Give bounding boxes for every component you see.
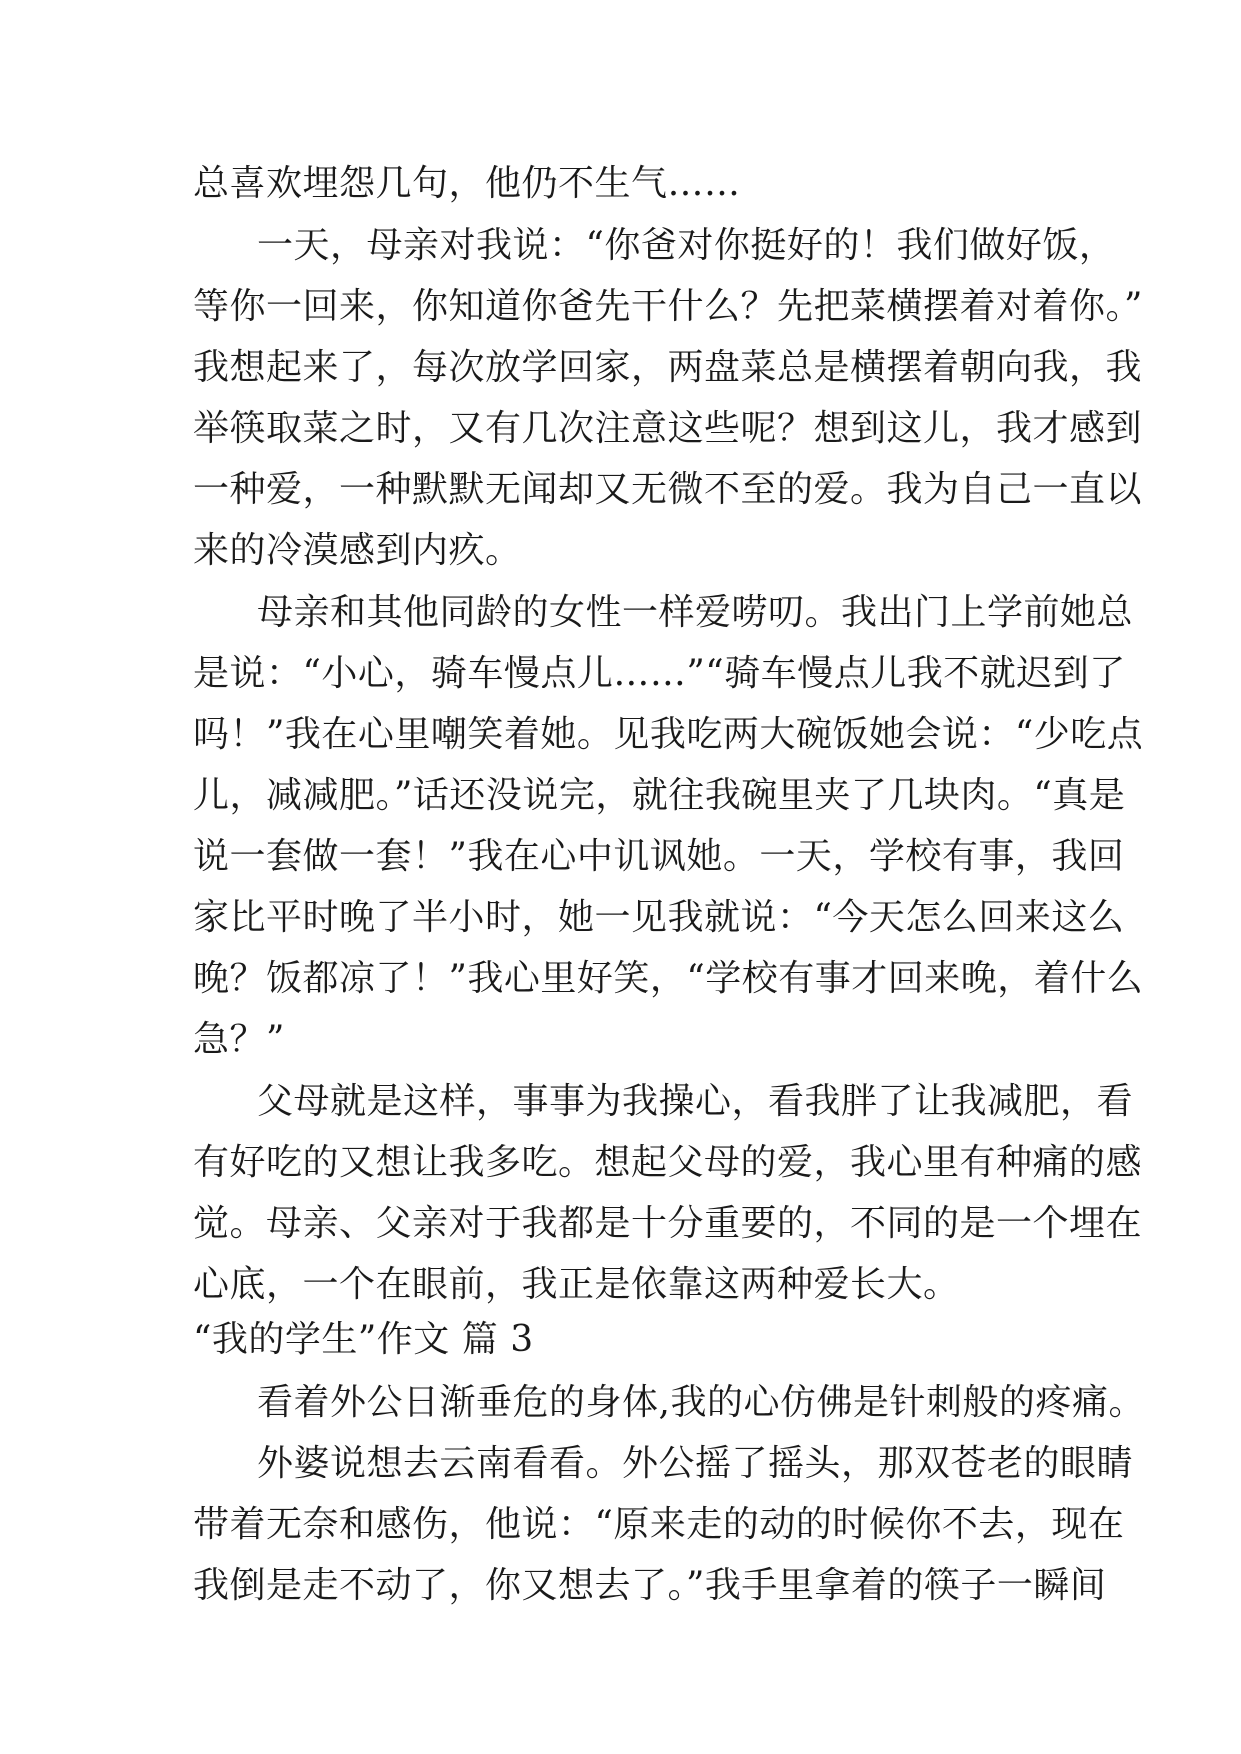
paragraph-line: 看着外公日渐垂危的身体,我的心仿佛是针刺般的疼痛。 [257,1382,1145,1423]
paragraph-line: 外婆说想去云南看看。外公摇了摇头，那双苍老的眼睛 [257,1443,1134,1484]
paragraph-line: 一天，母亲对我说：“你爸对你挺好的！我们做好饭， [257,225,1116,266]
paragraph-line: 心底，一个在眼前，我正是依靠这两种爱长大。 [193,1264,960,1305]
paragraph-line: 总喜欢埋怨几句，他仍不生气…… [193,163,741,204]
paragraph-line: 家比平时晚了半小时，她一见我就说：“今天怎么回来这么 [193,897,1125,938]
paragraph-line: 有好吃的又想让我多吃。想起父母的爱，我心里有种痛的感 [193,1142,1143,1183]
paragraph-line: 说一套做一套！”我在心中讥讽她。一天，学校有事，我回 [193,836,1125,877]
paragraph-line: 等你一回来，你知道你爸先干什么？先把菜横摆着对着你。” [193,286,1143,327]
paragraph-line: 晚？饭都凉了！”我心里好笑，“学校有事才回来晚，着什么 [193,958,1144,999]
paragraph-line: 举筷取菜之时，又有几次注意这些呢？想到这儿，我才感到 [193,408,1143,449]
paragraph-line: 吗！”我在心里嘲笑着她。见我吃两大碗饭她会说：“少吃点 [193,714,1144,755]
paragraph-line: 觉。母亲、父亲对于我都是十分重要的，不同的是一个埋在 [193,1203,1143,1244]
paragraph-line: 我倒是走不动了，你又想去了。”我手里拿着的筷子一瞬间 [193,1565,1107,1606]
paragraph-line: 是说：“小心，骑车慢点儿……”“骑车慢点儿我不就迟到了 [193,653,1126,694]
paragraph-line: 带着无奈和感伤，他说：“原来走的动的时候你不去，现在 [193,1504,1125,1545]
paragraph-line: 来的冷漠感到内疚。 [193,530,522,571]
section-heading: “我的学生”作文 篇 3 [193,1319,534,1360]
paragraph-line: 父母就是这样，事事为我操心，看我胖了让我减肥，看 [257,1081,1134,1122]
paragraph-line: 我想起来了，每次放学回家，两盘菜总是横摆着朝向我，我 [193,347,1143,388]
paragraph-line: 儿，减减肥。”话还没说完，就往我碗里夹了几块肉。“真是 [193,775,1126,816]
paragraph-line: 母亲和其他同龄的女性一样爱唠叨。我出门上学前她总 [257,592,1134,633]
paragraph-line: 急？” [193,1019,285,1060]
paragraph-line: 一种爱，一种默默无闻却又无微不至的爱。我为自己一直以 [193,469,1143,510]
